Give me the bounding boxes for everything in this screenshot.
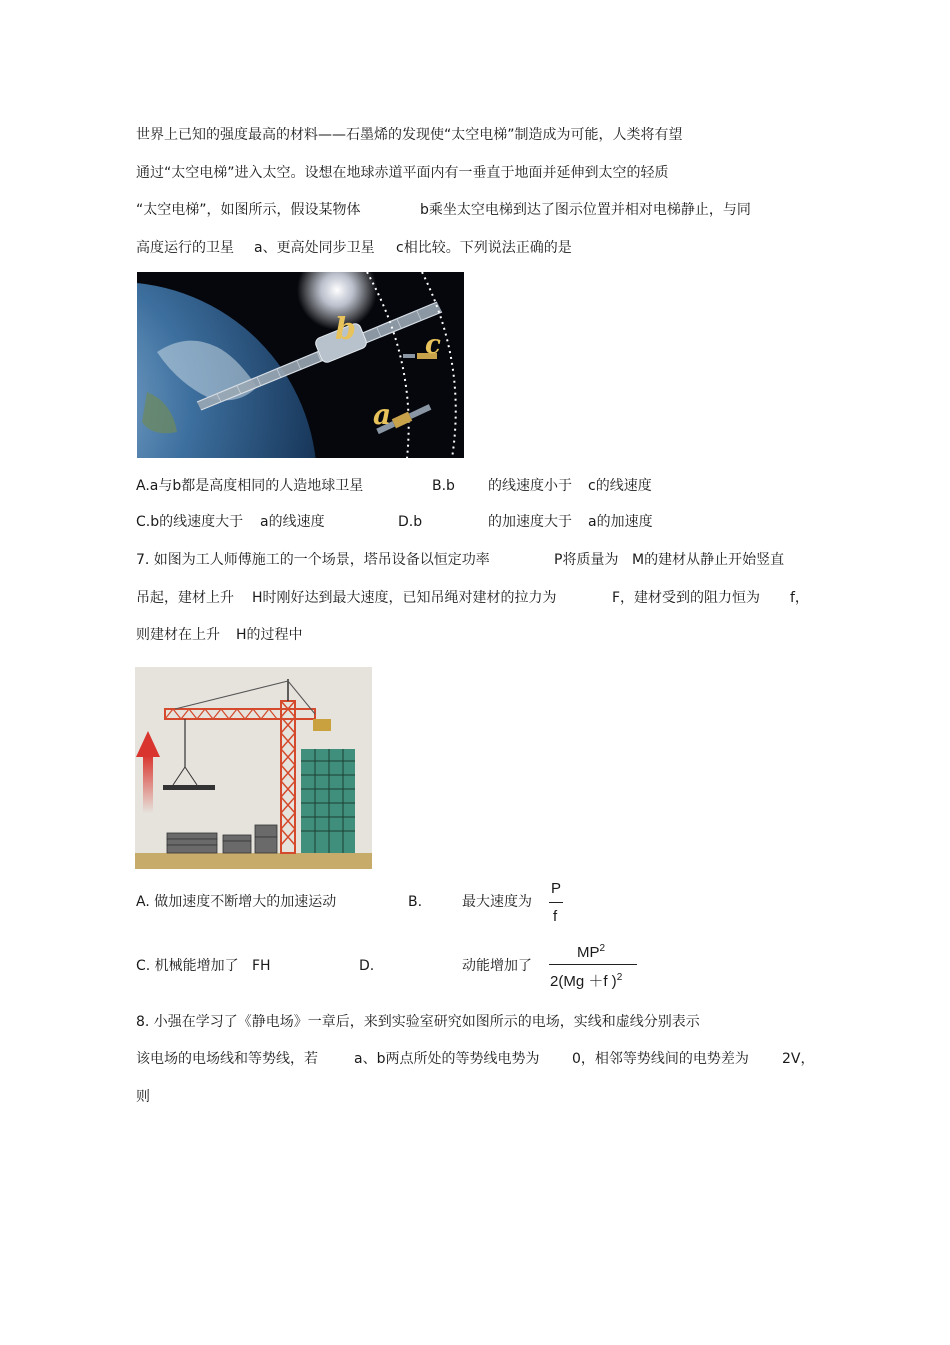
option-d-text: 的加速度大于 — [488, 514, 572, 530]
option-b: B.b — [432, 478, 455, 494]
q8-text: 8. 小强在学习了《静电场》一章后，来到实验室研究如图所示的电场，实线和虚线分别表示 — [136, 1014, 700, 1030]
option-b-text: 的线速度小于 — [488, 478, 572, 494]
intro-text: 高度运行的卫星 — [136, 240, 234, 256]
intro-text: 通过“太空电梯”进入太空。设想在地球赤道平面内有一垂直于地面并延伸到太空的轻质 — [136, 165, 669, 181]
q7-text: M的建材从静止开始竖直 — [632, 552, 785, 568]
option-b: B. — [408, 894, 423, 910]
intro-text: b乘坐太空电梯到达了图示位置并相对电梯静止，与同 — [420, 202, 751, 218]
option-a: A.a与b都是高度相同的人造地球卫星 — [136, 478, 364, 494]
option-d: D.b — [398, 514, 423, 530]
q8-text: 0，相邻等势线间的电势差为 — [572, 1051, 749, 1067]
intro-text: c相比较。下列说法正确的是 — [396, 240, 572, 256]
option-a: A. 做加速度不断增大的加速运动 — [136, 894, 337, 910]
denominator-exponent: 2 — [616, 972, 623, 983]
fraction-bar — [549, 902, 563, 903]
option-b-text: c的线速度 — [588, 478, 652, 494]
fraction-denominator — [550, 970, 622, 991]
space-elevator-figure — [137, 272, 464, 458]
intro-text: 世界上已知的强度最高的材料——石墨烯的发现使“太空电梯”制造成为可能，人类将有望 — [136, 127, 683, 143]
q8-text: 该电场的电场线和等势线，若 — [136, 1051, 318, 1067]
q8-text: 2V， — [782, 1051, 815, 1067]
q7-text: 吊起，建材上升 — [136, 590, 234, 606]
option-d: D. — [359, 958, 375, 974]
q7-text: f， — [790, 590, 809, 606]
numerator-text: MP — [577, 944, 600, 961]
tower-crane-illustration — [135, 667, 372, 869]
tower-crane-figure — [135, 667, 372, 869]
fraction-numerator — [577, 943, 605, 961]
q7-text: H的过程中 — [236, 627, 303, 643]
denominator-text: 2(Mg ＋f ) — [550, 973, 617, 990]
option-c-text: a的线速度 — [260, 514, 325, 530]
option-d-text: a的加速度 — [588, 514, 653, 530]
label-b: b — [335, 312, 356, 347]
label-c: c — [425, 330, 441, 360]
q7-text: 7. 如图为工人师傅施工的一个场景，塔吊设备以恒定功率 — [136, 552, 490, 568]
intro-text: a、更高处同步卫星 — [254, 240, 375, 256]
fraction-numerator: P — [551, 880, 562, 897]
q7-text: P将质量为 — [554, 552, 619, 568]
label-a: a — [373, 398, 392, 431]
numerator-exponent: 2 — [599, 943, 606, 954]
option-b-text: 最大速度为 — [462, 894, 532, 910]
fraction-bar — [549, 964, 637, 965]
intro-text: “太空电梯”，如图所示，假设某物体 — [136, 202, 361, 218]
q8-text: a、b两点所处的等势线电势为 — [354, 1051, 540, 1067]
option-c: C.b的线速度大于 — [136, 514, 244, 530]
fraction-denominator: f — [553, 908, 558, 925]
option-c-value: FH — [252, 958, 271, 974]
q8-text: 则 — [136, 1089, 150, 1105]
q7-text: F，建材受到的阻力恒为 — [612, 590, 761, 606]
option-d-text: 动能增加了 — [462, 958, 532, 974]
q7-text: H时刚好达到最大速度，已知吊绳对建材的拉力为 — [252, 590, 557, 606]
q7-text: 则建材在上升 — [136, 627, 220, 643]
space-elevator-illustration — [137, 272, 464, 458]
option-c: C. 机械能增加了 — [136, 958, 239, 974]
